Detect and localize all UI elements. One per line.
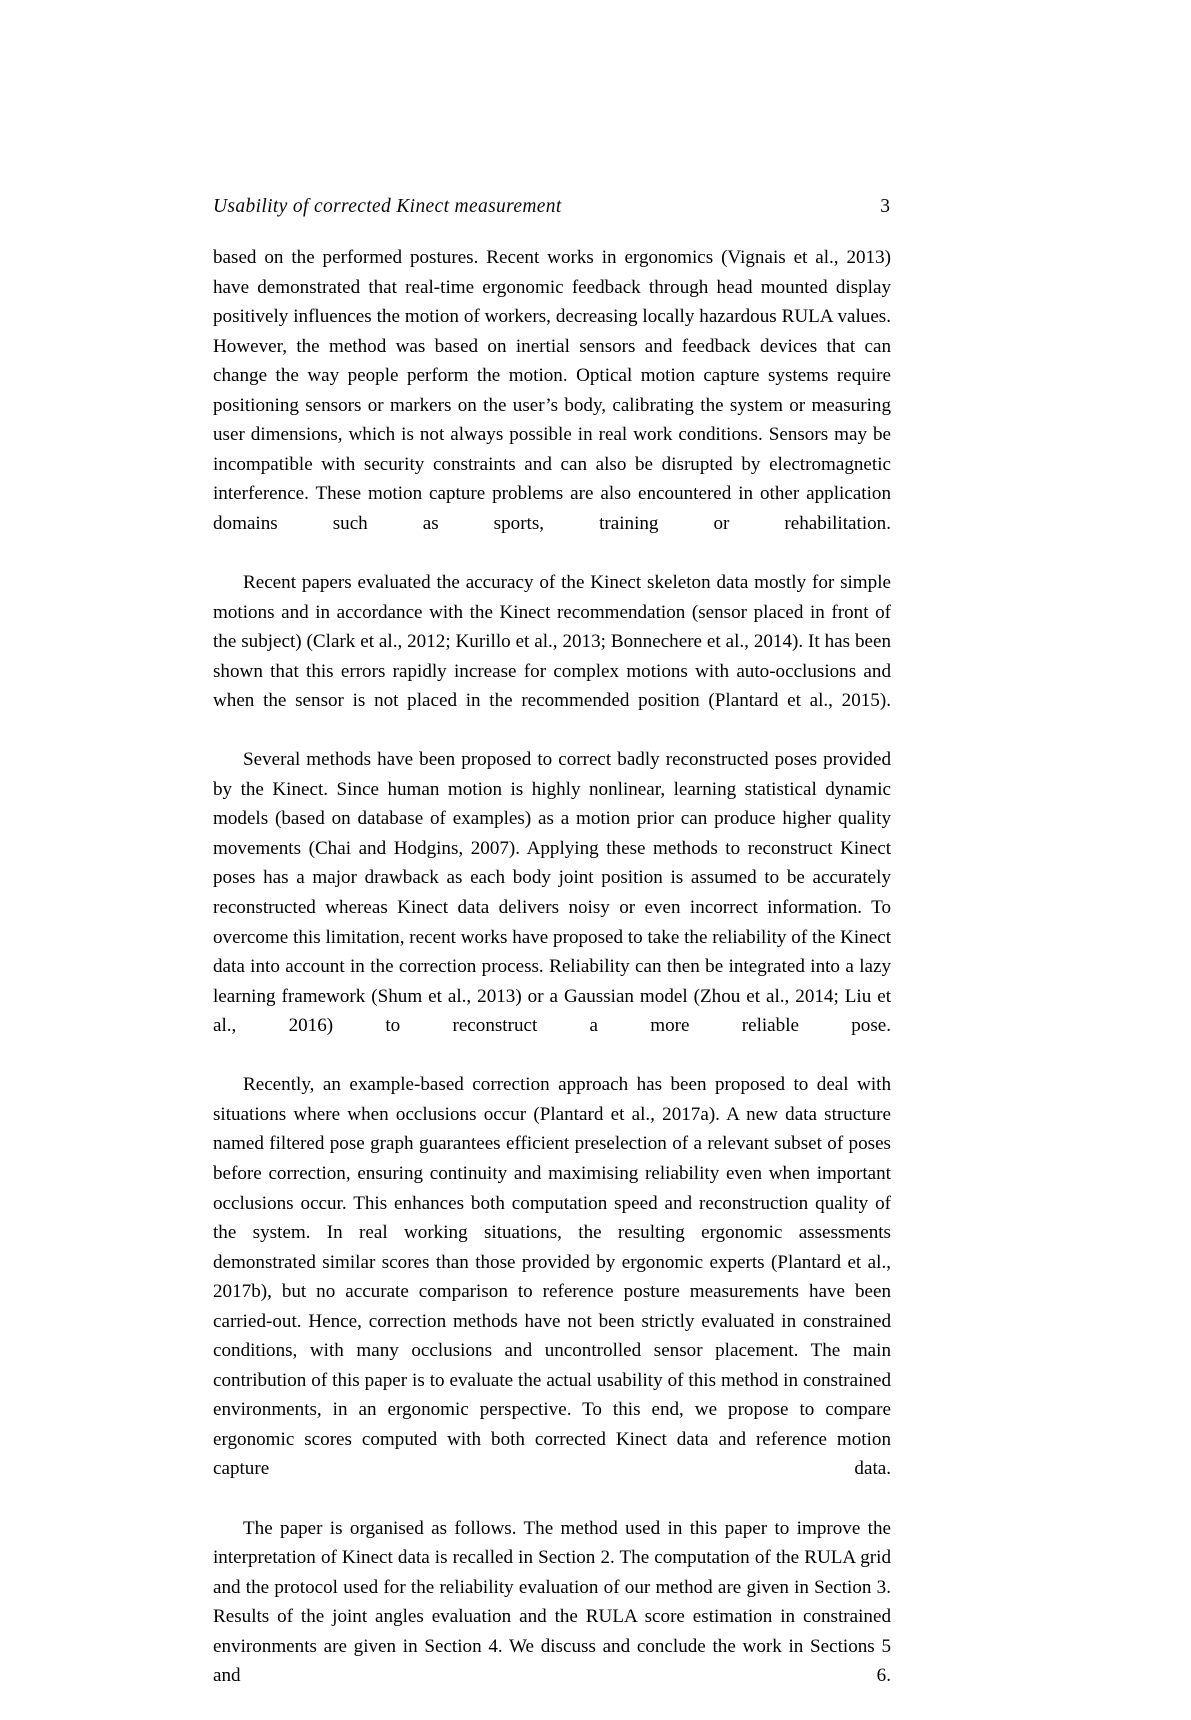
body-text-column (213, 243, 891, 1720)
running-header (213, 196, 890, 218)
paragraph-paper-organisation: The paper is organised as follows. The method used in this paper to improve the interpretation of Kinect data is recalled in Section 2. The computation of the RULA grid and the protocol used for the reliability evaluation of our method are given in Section 3. Results of the joint angles evaluation and the RULA score estimation in constrained environments are given in Section 4. We discuss and conclude the work in Sections 5 and 6. (213, 1517, 891, 1687)
running-header-title: Usability of corrected Kinect measurement (213, 196, 562, 217)
paragraph-continued-ergonomics: based on the performed postures. Recent works in ergonomics (Vignais et al., 2013) have demonstrated that real-time ergonomic feedback through head mounted display positively influences the motion of workers, decreasing locally hazardous RULA values. However, the method was based on inertial sensors and feedback devices that can change the way people perform the motion. Optical motion capture systems require positioning sensors or markers on the user’s body, calibrating the system or measuring user dimensions, which is not always possible in real work conditions. Sensors may be incompatible with security constraints and can also be disrupted by electromagnetic interference. These motion capture problems are also encountered in other application domains such as sports, training or rehabilitation. (213, 247, 891, 534)
paragraph-recently-example-based: Recently, an example-based correction approach has been proposed to deal with situations where when occlusions occur (Plantard et al., 2017a). A new data structure named filtered pose graph guarantees efficient preselection of a relevant subset of poses before correction, ensuring continuity and maximising reliability even when important occlusions occur. This enhances both computation speed and reconstruction quality of the system. In real working situations, the resulting ergonomic assessments demonstrated similar scores than those provided by ergonomic experts (Plantard et al., 2017b), but no accurate comparison to reference posture measurements have been carried-out. Hence, correction methods have not been strictly evaluated in constrained conditions, with many occlusions and uncontrolled sensor placement. The main contribution of this paper is to evaluate the actual usability of this method in constrained environments, in an ergonomic perspective. To this end, we propose to compare ergonomic scores computed with both corrected Kinect data and reference motion capture data. (213, 1074, 891, 1480)
page-number: 3 (880, 196, 890, 217)
paragraph-recent-papers: Recent papers evaluated the accuracy of the Kinect skeleton data mostly for simple motions and in accordance with the Kinect recommendation (sensor placed in front of the subject) (Clark et al., 2012; Kurillo et al., 2013; Bonnechere et al., 2014). It has been shown that this errors rapidly increase for complex motions with auto-occlusions and when the sensor is not placed in the recommended position (Plantard et al., 2015). (213, 572, 891, 712)
paragraph-several-methods: Several methods have been proposed to correct badly reconstructed poses provided by the Kinect. Since human motion is highly nonlinear, learning statistical dynamic models (based on database of examples) as a motion prior can produce higher quality movements (Chai and Hodgins, 2007). Applying these methods to reconstruct Kinect poses has a major drawback as each body joint position is assumed to be accurately reconstructed whereas Kinect data delivers noisy or even incorrect information. To overcome this limitation, recent works have proposed to take the reliability of the Kinect data into account in the correction process. Reliability can then be integrated into a lazy learning framework (Shum et al., 2013) or a Gaussian model (Zhou et al., 2014; Liu et al., 2016) to reconstruct a more reliable pose. (213, 749, 891, 1037)
